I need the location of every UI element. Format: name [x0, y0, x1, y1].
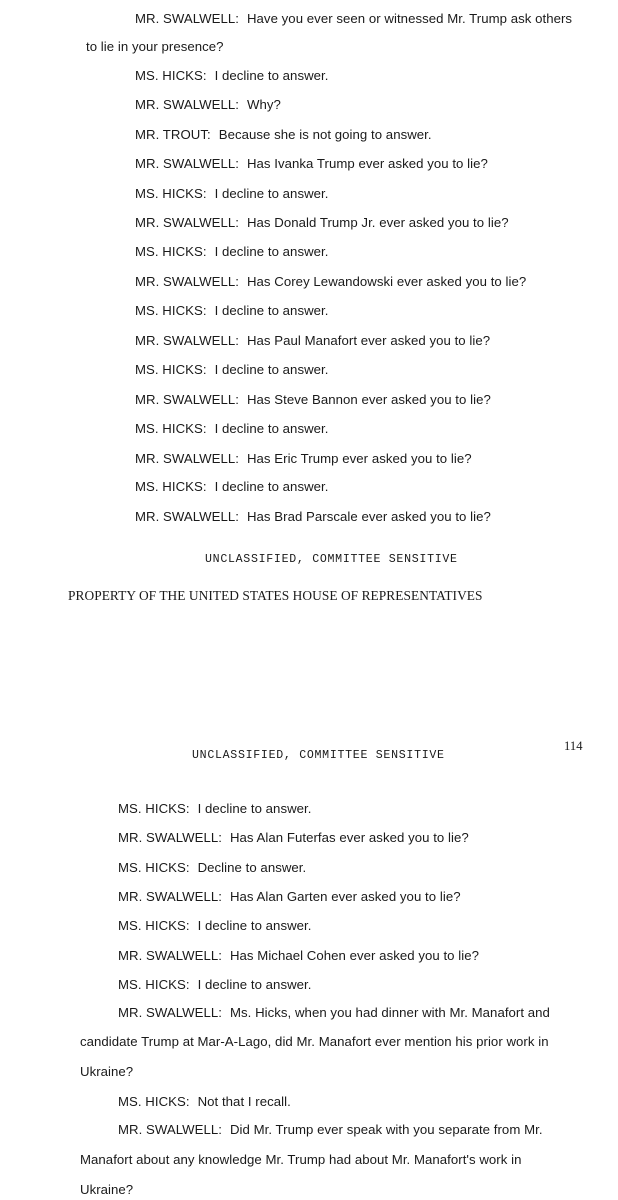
speaker-name: MR. SWALWELL:	[135, 11, 239, 26]
transcript-line	[80, 1064, 133, 1080]
spoken-text: Decline to answer.	[197, 860, 307, 875]
transcript-line	[135, 186, 328, 202]
spoken-text: Have you ever seen or witnessed Mr. Trump ask others	[246, 11, 573, 26]
transcript-line	[135, 274, 526, 290]
speaker-name: MR. SWALWELL:	[135, 97, 239, 112]
transcript-line	[118, 1005, 550, 1021]
transcript-line	[135, 451, 472, 467]
transcript-line	[118, 977, 311, 993]
transcript-line	[135, 392, 491, 408]
speaker-name: MS. HICKS:	[118, 1094, 190, 1109]
spoken-text: I decline to answer.	[214, 68, 329, 83]
spoken-text: I decline to answer.	[214, 244, 329, 259]
spoken-text: Why?	[246, 97, 281, 112]
spoken-text: Has Corey Lewandowski ever asked you to lie?	[246, 274, 527, 289]
transcript-line	[135, 68, 328, 84]
speaker-name: MS. HICKS:	[135, 303, 207, 318]
speaker-name: MS. HICKS:	[118, 860, 190, 875]
spoken-text: I decline to answer.	[214, 479, 329, 494]
spoken-text: Has Alan Futerfas ever asked you to lie?	[229, 830, 469, 845]
speaker-name: MR. SWALWELL:	[135, 215, 239, 230]
transcript-line	[135, 362, 328, 378]
spoken-text: I decline to answer.	[197, 977, 312, 992]
speaker-name: MR. SWALWELL:	[118, 948, 222, 963]
speaker-name: MR. SWALWELL:	[135, 156, 239, 171]
speaker-name: MS. HICKS:	[135, 68, 207, 83]
spoken-text: Not that I recall.	[197, 1094, 291, 1109]
spoken-text: Has Michael Cohen ever asked you to lie?	[229, 948, 480, 963]
transcript-line	[118, 1094, 291, 1110]
speaker-name: MR. SWALWELL:	[118, 830, 222, 845]
page-number: 114	[564, 739, 583, 753]
transcript-line	[86, 39, 224, 55]
spoken-text: I decline to answer.	[197, 918, 312, 933]
transcript-page-lower	[0, 660, 618, 1200]
transcript-line	[118, 830, 469, 846]
speaker-name: MR. SWALWELL:	[135, 509, 239, 524]
speaker-name: MS. HICKS:	[135, 479, 207, 494]
spoken-text: I decline to answer.	[197, 801, 312, 816]
spoken-text: Manafort about any knowledge Mr. Trump had about Mr. Manafort's work in	[80, 1152, 522, 1167]
transcript-line	[118, 801, 311, 817]
transcript-line	[80, 1152, 521, 1168]
transcript-line	[135, 421, 328, 437]
spoken-text: I decline to answer.	[214, 362, 329, 377]
spoken-text: to lie in your presence?	[86, 39, 224, 54]
transcript-line	[118, 1122, 543, 1138]
transcript-line	[135, 303, 328, 319]
spoken-text: Did Mr. Trump ever speak with you separate from Mr.	[229, 1122, 543, 1137]
transcript-line	[118, 918, 311, 934]
transcript-line	[135, 11, 572, 27]
spoken-text: Has Donald Trump Jr. ever asked you to lie?	[246, 215, 509, 230]
speaker-name: MR. SWALWELL:	[135, 392, 239, 407]
speaker-name: MS. HICKS:	[135, 186, 207, 201]
spoken-text: Has Alan Garten ever asked you to lie?	[229, 889, 461, 904]
transcript-line	[135, 509, 491, 525]
spoken-text: Because she is not going to answer.	[218, 127, 432, 142]
speaker-name: MR. SWALWELL:	[118, 1005, 222, 1020]
spoken-text: Has Paul Manafort ever asked you to lie?	[246, 333, 491, 348]
speaker-name: MR. SWALWELL:	[118, 1122, 222, 1137]
speaker-name: MS. HICKS:	[118, 977, 190, 992]
transcript-line	[135, 127, 432, 143]
spoken-text: Has Steve Bannon ever asked you to lie?	[246, 392, 491, 407]
speaker-name: MS. HICKS:	[135, 421, 207, 436]
spoken-text: Ukraine?	[80, 1182, 134, 1197]
speaker-name: MR. SWALWELL:	[135, 274, 239, 289]
speaker-name: MS. HICKS:	[118, 918, 190, 933]
transcript-line	[135, 244, 328, 260]
transcript-line	[80, 1182, 133, 1198]
page-gap	[0, 648, 618, 660]
speaker-name: MS. HICKS:	[135, 244, 207, 259]
spoken-text: Ms. Hicks, when you had dinner with Mr. Manafort and	[229, 1005, 550, 1020]
spoken-text: candidate Trump at Mar-A-Lago, did Mr. Manafort ever mention his prior work in	[80, 1034, 549, 1049]
transcript-line	[118, 889, 461, 905]
transcript-line	[80, 1034, 549, 1050]
speaker-name: MR. SWALWELL:	[135, 451, 239, 466]
transcript-line	[135, 97, 281, 113]
footer-property: PROPERTY OF THE UNITED STATES HOUSE OF REPRESENTATIVES	[68, 588, 483, 603]
spoken-text: I decline to answer.	[214, 303, 329, 318]
speaker-name: MS. HICKS:	[118, 801, 190, 816]
transcript-line	[118, 948, 479, 964]
speaker-name: MR. SWALWELL:	[118, 889, 222, 904]
spoken-text: Has Brad Parscale ever asked you to lie?	[246, 509, 491, 524]
speaker-name: MR. TROUT:	[135, 127, 211, 142]
speaker-name: MS. HICKS:	[135, 362, 207, 377]
transcript-line	[135, 215, 509, 231]
spoken-text: I decline to answer.	[214, 186, 329, 201]
transcript-line	[135, 333, 490, 349]
transcript-line	[135, 156, 488, 172]
footer-classification: UNCLASSIFIED, COMMITTEE SENSITIVE	[205, 553, 458, 566]
spoken-text: Has Ivanka Trump ever asked you to lie?	[246, 156, 488, 171]
transcript-line	[118, 860, 306, 876]
spoken-text: Ukraine?	[80, 1064, 134, 1079]
spoken-text: Has Eric Trump ever asked you to lie?	[246, 451, 472, 466]
speaker-name: MR. SWALWELL:	[135, 333, 239, 348]
spoken-text: I decline to answer.	[214, 421, 329, 436]
transcript-line	[135, 479, 328, 495]
header-classification: UNCLASSIFIED, COMMITTEE SENSITIVE	[192, 749, 445, 762]
